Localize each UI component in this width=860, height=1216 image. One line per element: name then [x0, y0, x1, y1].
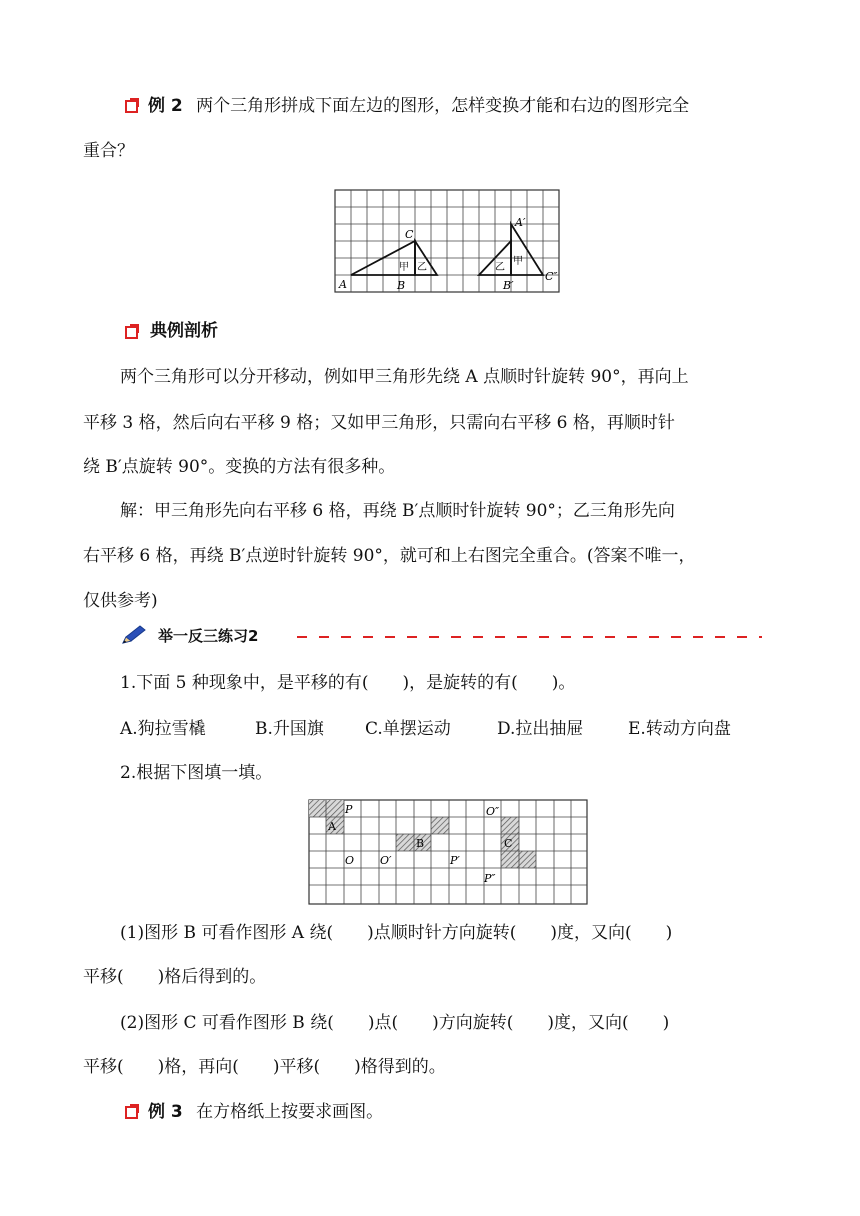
section-bullet-icon [125, 100, 138, 113]
label-shape-A: A [328, 820, 336, 833]
shape-A-cell [309, 800, 344, 817]
label-B-prime: B′ [503, 279, 514, 292]
q1-option-a: A.狗拉雪橇 [120, 719, 206, 739]
analysis-line-1: 两个三角形可以分开移动，例如甲三角形先绕 A 点顺时针旋转 90°，再向上 [120, 367, 689, 387]
triangle-grid-figure [333, 188, 563, 298]
label-P-prime: P′ [450, 854, 460, 867]
label-C: C [405, 228, 414, 241]
q2-part1-line2: 平移( )格后得到的。 [83, 967, 267, 987]
label-P: P [345, 803, 353, 816]
label-yi-right: 乙 [495, 262, 505, 273]
label-O: O [345, 854, 355, 867]
label-B: B [397, 279, 406, 292]
example3-heading [148, 1101, 383, 1123]
analysis-line-3: 绕 B′点旋转 90°。变换的方法有很多种。 [83, 457, 396, 477]
example3-text: 在方格纸上按要求画图。 [196, 1102, 384, 1122]
shape-B-cell [396, 834, 431, 851]
rotation-grid-figure [308, 799, 590, 907]
example2-label: 例 2 [148, 96, 183, 116]
section-bullet-icon [125, 1106, 138, 1119]
pencil-icon [120, 624, 148, 646]
label-P-double-prime: P″ [484, 872, 496, 885]
label-O-double-prime: O″ [486, 805, 500, 818]
label-jia-left: 甲 [399, 262, 409, 273]
label-O-prime: O′ [380, 854, 392, 867]
question-2: 2.根据下图填一填。 [120, 763, 273, 783]
q2-part2-line1: (2)图形 C 可看作图形 B 绕( )点( )方向旋转( )度，又向( ) [120, 1013, 670, 1033]
shape-C-cell [501, 851, 536, 868]
solution-line-3: 仅供参考) [83, 591, 158, 611]
section-bullet-icon [125, 326, 138, 339]
example2-text-line1: 两个三角形拼成下面左边的图形，怎样变换才能和右边的图形完全 [196, 96, 690, 116]
solution-line-1: 解：甲三角形先向右平移 6 格，再绕 B′点顺时针旋转 90°；乙三角形先向 [120, 501, 675, 521]
dashed-divider [297, 636, 762, 638]
example2-heading [148, 95, 689, 117]
label-A-prime: A′ [515, 216, 526, 229]
q1-option-e: E.转动方向盘 [628, 719, 731, 739]
q1-option-d: D.拉出抽屉 [497, 719, 584, 739]
label-yi-left: 乙 [417, 262, 427, 273]
analysis-line-2: 平移 3 格，然后向右平移 9 格；又如甲三角形，只需向右平移 6 格，再顺时针 [83, 413, 675, 433]
q2-part2-line2: 平移( )格，再向( )平移( )格得到的。 [83, 1057, 446, 1077]
label-shape-C: C [504, 837, 513, 850]
analysis-title: 典例剖析 [150, 321, 218, 341]
practice-title: 举一反三练习2 [158, 627, 259, 645]
label-A: A [339, 278, 347, 291]
shape-B-cell [431, 817, 449, 834]
solution-line-2: 右平移 6 格，再绕 B′点逆时针旋转 90°，就可和上右图完全重合。(答案不唯一， [83, 546, 696, 566]
q1-option-c: C.单摆运动 [365, 719, 451, 739]
q1-option-b: B.升国旗 [255, 719, 324, 739]
label-jia-right: 甲 [513, 256, 523, 267]
label-C-double-prime: C″ [545, 270, 558, 283]
q2-part1-line1: (1)图形 B 可看作图形 A 绕( )点顺时针方向旋转( )度，又向( ) [120, 923, 673, 943]
question-1: 1.下面 5 种现象中，是平移的有( )，是旋转的有( )。 [120, 673, 576, 693]
example2-text-line2: 重合？ [83, 141, 134, 161]
label-shape-B: B [416, 837, 425, 850]
example3-label: 例 3 [148, 1102, 183, 1122]
